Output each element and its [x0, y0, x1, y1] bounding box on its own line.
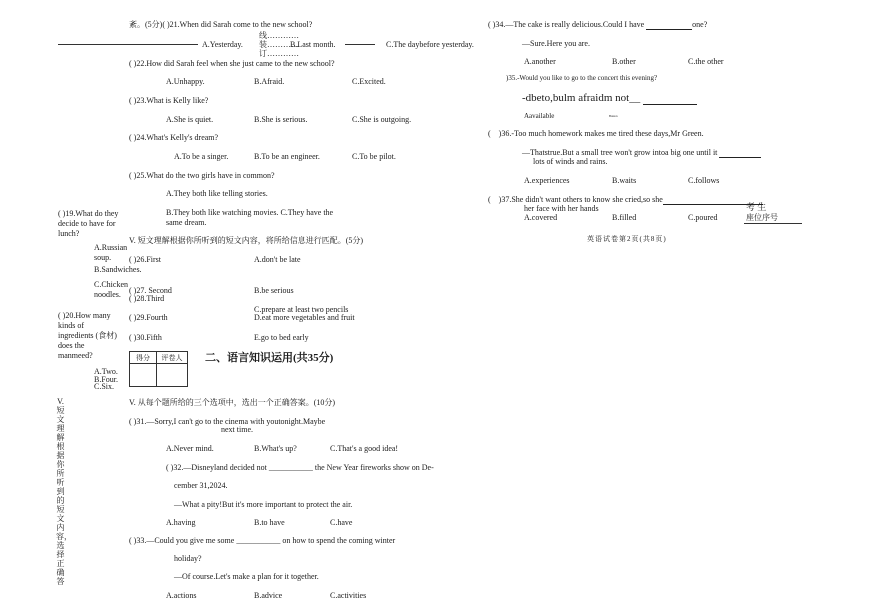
- q21-option-c[interactable]: C.The daybefore yesterday.: [386, 40, 474, 49]
- score-table: [129, 351, 188, 387]
- q20-stem: ( )20.How many kinds of ingredients (食材) does the manmeed?: [58, 311, 117, 360]
- q31-option-c[interactable]: C.That's a good idea!: [330, 444, 399, 453]
- match-option-e: E.go to bed early: [254, 333, 309, 342]
- q20-option-b[interactable]: B.Four.: [94, 375, 119, 384]
- q19-option-a[interactable]: A.Russian soup.: [94, 243, 128, 262]
- q33-stem: ( )33.—Could you give me some ___________ on how to spend the coming winter: [129, 536, 396, 545]
- seat-number-line: [744, 223, 802, 224]
- q36-stem-text: )36.-Too much homework makes me tired these days,Mr Green.: [498, 129, 704, 138]
- q32-stem: ( )32.—Disneyland decided not ___________ the New Year fireworks show on De-: [166, 463, 434, 472]
- q37-stem-text: )37.She didn't want others to know she cried,so she: [498, 195, 663, 204]
- q21-stem: 紊。(5分)( )21.When did Sarah come to the new school?: [129, 20, 313, 29]
- divider-line: [345, 44, 375, 45]
- q21-option-b[interactable]: B.Last month.: [290, 40, 336, 49]
- q31-option-b[interactable]: B.What's up?: [254, 444, 297, 453]
- match-item-28[interactable]: ( )28.Third: [129, 294, 165, 303]
- q34-stem: [488, 20, 707, 30]
- q33-option-a[interactable]: A.actions: [166, 591, 197, 600]
- q34-blank[interactable]: [646, 21, 692, 30]
- part2-title: 二、语言知识运用(共35分): [205, 352, 334, 364]
- q35-dialog: [522, 92, 697, 105]
- q22-option-c[interactable]: C.Excited.: [352, 77, 386, 86]
- q37-option-a[interactable]: A.covered: [524, 213, 558, 222]
- q25-option-c[interactable]: C.They have the same dream.: [166, 208, 334, 227]
- q33-option-b[interactable]: B.advice: [254, 591, 283, 600]
- grader-cell[interactable]: [157, 364, 188, 387]
- q22-option-b[interactable]: B.Afraid.: [254, 77, 285, 86]
- q34-stem-text: ( )34.—The cake is really delicious.Could I have: [488, 20, 645, 29]
- q25-option-b[interactable]: B.They both like watching movies.: [166, 208, 279, 217]
- q33-stem-cont: holiday?: [174, 554, 202, 563]
- q37-dialog-cont: her face with her hands: [524, 204, 599, 213]
- q36-dialog-cont: lots of winds and rains.: [533, 157, 608, 166]
- q35-option-a[interactable]: Aavailable: [524, 112, 555, 120]
- q32-option-b[interactable]: B.to have: [254, 518, 285, 527]
- divider-line: [58, 44, 198, 45]
- q22-stem: ( )22.How did Sarah feel when she just came to the new school?: [129, 59, 335, 68]
- q25-option-b-c[interactable]: [166, 208, 336, 228]
- q25-stem: ( )25.What do the two girls have in common?: [129, 171, 275, 180]
- q23-stem: ( )23.What is Kelly like?: [129, 96, 209, 105]
- q36-option-c[interactable]: C.follows: [688, 176, 720, 185]
- q36-option-a[interactable]: A.experiences: [524, 176, 570, 185]
- q34-option-c[interactable]: C.the other: [688, 57, 724, 66]
- examinee-label: 考 生: [746, 202, 767, 212]
- match-item-29[interactable]: ( )29.Fourth: [129, 313, 168, 322]
- q35-stem: )35.-Would you like to go to the concert this evening?: [506, 74, 658, 82]
- q36-option-b[interactable]: B.waits: [612, 176, 637, 185]
- grader-header: 评卷人: [157, 352, 188, 364]
- q25-option-a[interactable]: A.They both like telling stories.: [166, 189, 268, 198]
- q19-option-b[interactable]: B.Sandwiches.: [94, 265, 142, 274]
- q22-option-a[interactable]: A.Unhappy.: [166, 77, 205, 86]
- q35-dialog-text: -dbeto,bulm afraidm not__: [522, 92, 641, 104]
- section5-title: V. 短文理解根据你所听到的短文内容，将所给信息进行匹配。(5分): [129, 236, 364, 245]
- q19-stem: ( )19.What do they decide to have for lunch?: [58, 209, 119, 238]
- q23-option-b[interactable]: B.She is serious.: [254, 115, 308, 124]
- q32-dialog: —What a pity!But it's more important to protect the air.: [174, 500, 353, 509]
- vertical-section-title: V.短文理解根据你所听到的短文内容，选择正确答: [56, 397, 72, 586]
- q31-stem: ( )31.—Sorry,I can't go to the cinema with youtonight.Maybe: [129, 417, 326, 426]
- match-option-c: C.prepare at least two pencils: [254, 305, 349, 314]
- q24-option-b[interactable]: B.To be an engineer.: [254, 152, 320, 161]
- q20-option-a[interactable]: A.Two.: [94, 367, 118, 376]
- q36-blank[interactable]: [719, 149, 761, 158]
- q36-stem: ( )36.-Too much homework makes me tired these days,Mr Green.: [488, 129, 704, 138]
- seat-number-label: 座位序号: [746, 213, 778, 222]
- q21-option-a[interactable]: A.Yesterday.: [202, 40, 243, 49]
- q24-option-c[interactable]: C.To be pilot.: [352, 152, 396, 161]
- q34-dialog: —Sure.Here you are.: [522, 39, 590, 48]
- q34-stem-end: one?: [692, 20, 708, 29]
- match-option-b: B.be serious: [254, 286, 294, 295]
- q32-option-a[interactable]: A.having: [166, 518, 196, 527]
- match-option-d: D.eat more vegetables and fruit: [254, 313, 355, 322]
- q33-dialog: —Of course.Let's make a plan for it together.: [174, 572, 319, 581]
- section5b-title: V. 从每个题所给的三个选项中，选出一个正确答案。(10分): [129, 398, 336, 407]
- q35-option-b[interactable]: Busion: [609, 114, 618, 118]
- q36-dialog-text: —Thatstrue.But a small tree won't grow intoa big one until it: [522, 148, 718, 157]
- q35-blank[interactable]: [643, 95, 697, 105]
- q37-option-c[interactable]: C.poured: [688, 213, 718, 222]
- q32-option-c[interactable]: C.have: [330, 518, 353, 527]
- q24-stem: ( )24.What's Kelly's dream?: [129, 133, 219, 142]
- q23-option-c[interactable]: C.She is outgoing.: [352, 115, 412, 124]
- q24-option-a[interactable]: A.To be a singer.: [174, 152, 229, 161]
- q33-option-c[interactable]: C.activities: [330, 591, 367, 600]
- q34-option-b[interactable]: B.other: [612, 57, 636, 66]
- match-item-26[interactable]: ( )26.First: [129, 255, 161, 264]
- q37-stem: ( )37.She didn't want others to know she cried,so she: [488, 195, 763, 205]
- q20-option-c[interactable]: C.Six.: [94, 382, 115, 391]
- q31-option-a[interactable]: A.Never mind.: [166, 444, 214, 453]
- q34-option-a[interactable]: A.another: [524, 57, 556, 66]
- match-option-a: A.don't be late: [254, 255, 301, 264]
- q23-option-a[interactable]: A.She is quiet.: [166, 115, 214, 124]
- binding-margin-text: 线…………装…………订…………: [259, 31, 299, 58]
- match-item-27[interactable]: ( )27. Second: [129, 286, 172, 295]
- q19-option-c[interactable]: C.Chicken noodles.: [94, 280, 128, 299]
- page-footer: 英语试卷第2页(共8页): [587, 235, 667, 243]
- q37-option-b[interactable]: B.filled: [612, 213, 637, 222]
- score-cell[interactable]: [130, 364, 157, 387]
- match-item-30[interactable]: ( )30.Fifth: [129, 333, 162, 342]
- q32-stem-cont: cember 31,2024.: [174, 481, 228, 490]
- q31-stem-cont: next time.: [221, 425, 253, 434]
- score-header: 得分: [130, 352, 157, 364]
